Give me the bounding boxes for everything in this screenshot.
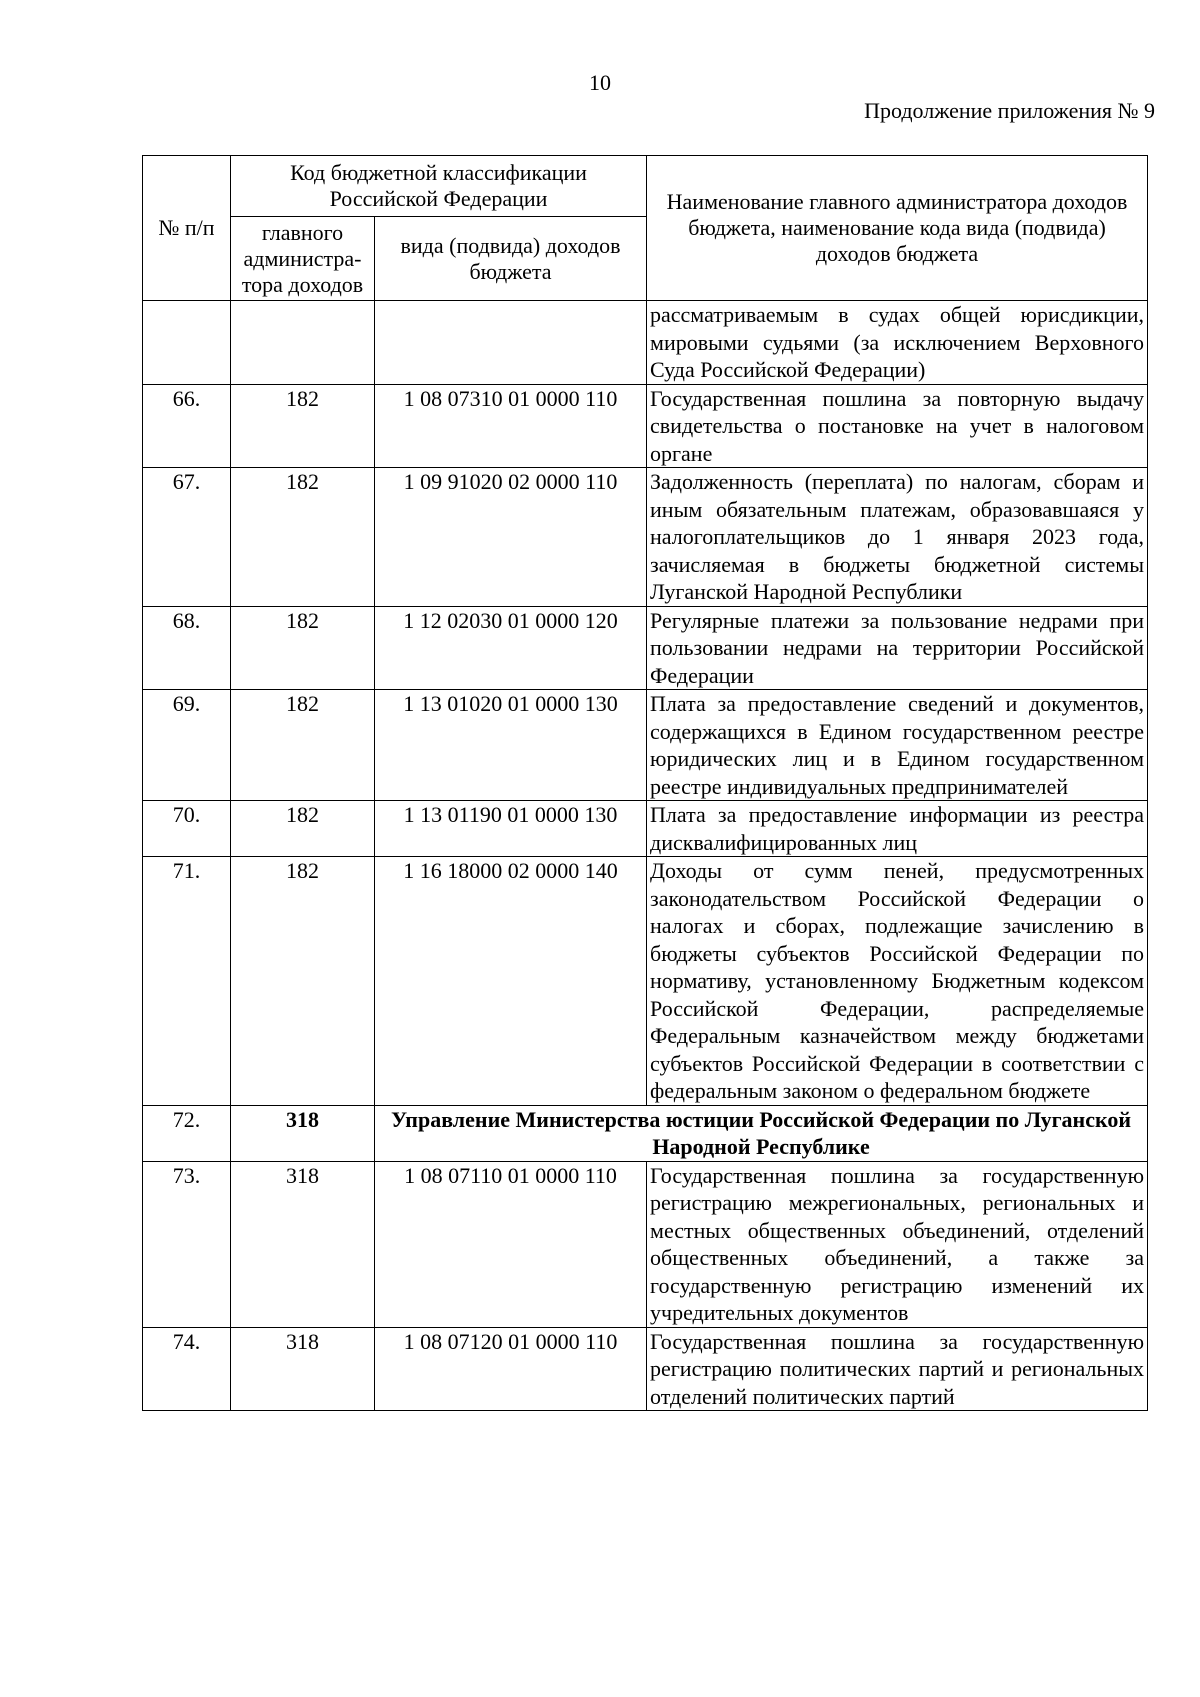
row-admin: 182 xyxy=(231,857,375,1106)
row-num: 68. xyxy=(143,606,231,690)
row-name: Государственная пошлина за повторную выдачу свидетельства о постановке на учет в налоговом органе xyxy=(647,384,1148,468)
row-name: Плата за предоставление сведений и документов, содержащихся в Едином государственном реестре юридических лиц и в Едином государственном реестре индивидуальных предпринимателей xyxy=(647,690,1148,801)
row-num: 66. xyxy=(143,384,231,468)
row-admin: 182 xyxy=(231,384,375,468)
table-row xyxy=(143,1327,1148,1411)
table-row xyxy=(143,606,1148,690)
row-kind: 1 12 02030 01 0000 120 xyxy=(375,606,647,690)
row-admin: 318 xyxy=(231,1105,375,1161)
row-name: Задолженность (переплата) по налогам, сборам и иным обязательным платежам, образовавшаяся у налогоплательщиков до 1 января 2023 года, зачисляемая в бюджеты бюджетной системы Луганской Народной Республики xyxy=(647,468,1148,607)
row-num: 72. xyxy=(143,1105,231,1161)
table-row xyxy=(143,857,1148,1106)
row-kind: 1 08 07310 01 0000 110 xyxy=(375,384,647,468)
row-num: 67. xyxy=(143,468,231,607)
row-kind xyxy=(375,301,647,385)
row-num: 71. xyxy=(143,857,231,1106)
row-admin: 318 xyxy=(231,1327,375,1411)
table-row xyxy=(143,1161,1148,1327)
header-kind: вида (подвида) доходов бюджета xyxy=(375,217,647,301)
row-kind: 1 16 18000 02 0000 140 xyxy=(375,857,647,1106)
row-admin xyxy=(231,301,375,385)
table-row xyxy=(143,468,1148,607)
row-num: 74. xyxy=(143,1327,231,1411)
row-admin: 182 xyxy=(231,468,375,607)
table-row-administrator-heading xyxy=(143,1105,1148,1161)
page-number: 10 xyxy=(589,70,611,95)
row-kind: 1 13 01190 01 0000 130 xyxy=(375,801,647,857)
row-admin: 318 xyxy=(231,1161,375,1327)
row-name: рассматриваемым в судах общей юрисдикции, мировыми судьями (за исключением Верховного Суда Российской Федерации) xyxy=(647,301,1148,385)
header-kbk-group: Код бюджетной классификации Российской Федерации xyxy=(231,156,647,217)
table-row xyxy=(143,690,1148,801)
row-name: Государственная пошлина за государственную регистрацию межрегиональных, региональных и местных общественных объединений, отделений общественных объединений, а также за государственную регистрацию изменений их учредительных документов xyxy=(647,1161,1148,1327)
administrator-heading: Управление Министерства юстиции Российской Федерации по Луганской Народной Республике xyxy=(375,1105,1148,1161)
row-kind: 1 08 07120 01 0000 110 xyxy=(375,1327,647,1411)
table-header xyxy=(143,156,1148,301)
row-num: 70. xyxy=(143,801,231,857)
row-name: Плата за предоставление информации из реестра дисквалифицированных лиц xyxy=(647,801,1148,857)
table-row xyxy=(143,801,1148,857)
table-body xyxy=(143,301,1148,1411)
row-kind: 1 09 91020 02 0000 110 xyxy=(375,468,647,607)
header-num: № п/п xyxy=(143,156,231,301)
continuation-label: Продолжение приложения № 9 xyxy=(864,98,1155,123)
row-num: 69. xyxy=(143,690,231,801)
row-kind: 1 13 01020 01 0000 130 xyxy=(375,690,647,801)
row-name: Доходы от сумм пеней, предусмотренных законодательством Российской Федерации о налогах и сборах, подлежащие зачислению в бюджеты субъектов Российской Федерации по нормативу, установленному Бюджетным кодексом Российской Федерации, распределяемые Федеральным казначейством между бюджетами субъектов Российской Федерации в соответствии с федеральным законом о федеральном бюджете xyxy=(647,857,1148,1106)
row-num: 73. xyxy=(143,1161,231,1327)
row-admin: 182 xyxy=(231,801,375,857)
row-name: Государственная пошлина за государственную регистрацию политических партий и региональных отделений политических партий xyxy=(647,1327,1148,1411)
row-kind: 1 08 07110 01 0000 110 xyxy=(375,1161,647,1327)
revenue-classification-table xyxy=(142,155,1148,1411)
row-admin: 182 xyxy=(231,606,375,690)
header-admin: главного администра-тора доходов xyxy=(231,217,375,301)
row-admin: 182 xyxy=(231,690,375,801)
row-name: Регулярные платежи за пользование недрами при пользовании недрами на территории Российской Федерации xyxy=(647,606,1148,690)
table-row xyxy=(143,301,1148,385)
table-row xyxy=(143,384,1148,468)
header-name: Наименование главного администратора доходов бюджета, наименование кода вида (подвида) доходов бюджета xyxy=(647,156,1148,301)
row-num xyxy=(143,301,231,385)
